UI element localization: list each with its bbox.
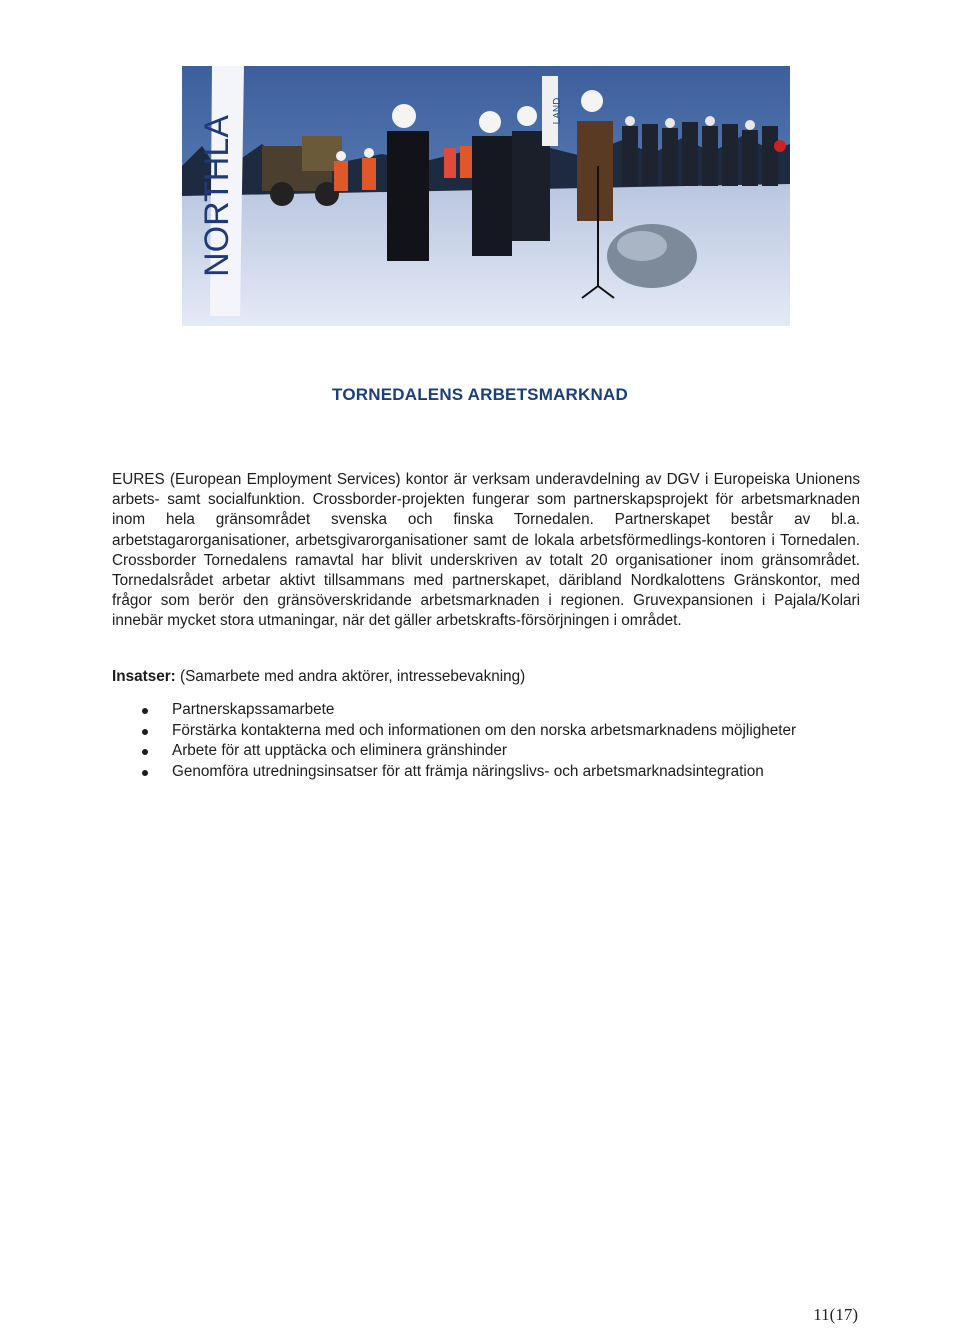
list-item-text: Arbete för att upptäcka och eliminera gränshinder [172, 742, 508, 759]
list-item-text: Förstärka kontakterna med och informationen om den norska arbetsmarknadens möjligheter [172, 721, 797, 739]
body-paragraph: EURES (European Employment Services) kontor är verksam underavdelning av DGV i Europeiska Unionens arbets- samt socialfunktion. Crossborder-projekten fungerar som partnerskapsprojekt för arbetsmarknaden inom hela gränsområdet svenska och finska Tornedalen. Partnerskapet består av bl.a. arbetstagarorganisationer, arbetsgivarorganisationer samt de lokala arbetsförmedlings-kontoren i Tornedalen. Crossborder Tornedalens ramavtal har blivit underskriven av totalt 20 organisationer inom gränsområdet. Tornedalsrådet arbetar aktivt tillsammans med partnerskapet, däribland Nordkalottens Gränskontor, med frågor som berör den gränsöverskridande arbetsmarknaden i regionen. Gruvexpansionen i Pajala/Kolari innebär mycket stora utmaningar, när det gäller arbetskrafts-försörjningen i området. [112, 471, 860, 630]
page-title: TORNEDALENS ARBETSMARKNAD [332, 385, 628, 404]
banner-text: NORTHLA [198, 115, 236, 277]
insatser-list [140, 700, 860, 782]
insatser-description: (Samarbete med andra aktörer, intressebevakning) [175, 668, 526, 685]
ceremony-photo-illustration [182, 66, 790, 326]
list-item [140, 762, 860, 783]
ceremony-photo [182, 66, 790, 326]
list-item [140, 721, 860, 742]
bullet-icon [142, 770, 148, 776]
sign-text: LAND [552, 97, 563, 125]
insatser-heading [112, 667, 860, 687]
list-item [140, 741, 860, 762]
bullet-icon [142, 749, 148, 755]
list-item [140, 700, 860, 721]
list-item-text: Genomföra utredningsinsatser för att främja näringslivs- och arbetsmarknadsintegration [172, 762, 764, 780]
page-number: 11(17) [813, 1305, 858, 1324]
list-item-text: Partnerskapssamarbete [172, 701, 335, 718]
insatser-label: Insatser: [112, 668, 176, 685]
bullet-icon [142, 729, 148, 735]
bullet-icon [142, 708, 148, 714]
